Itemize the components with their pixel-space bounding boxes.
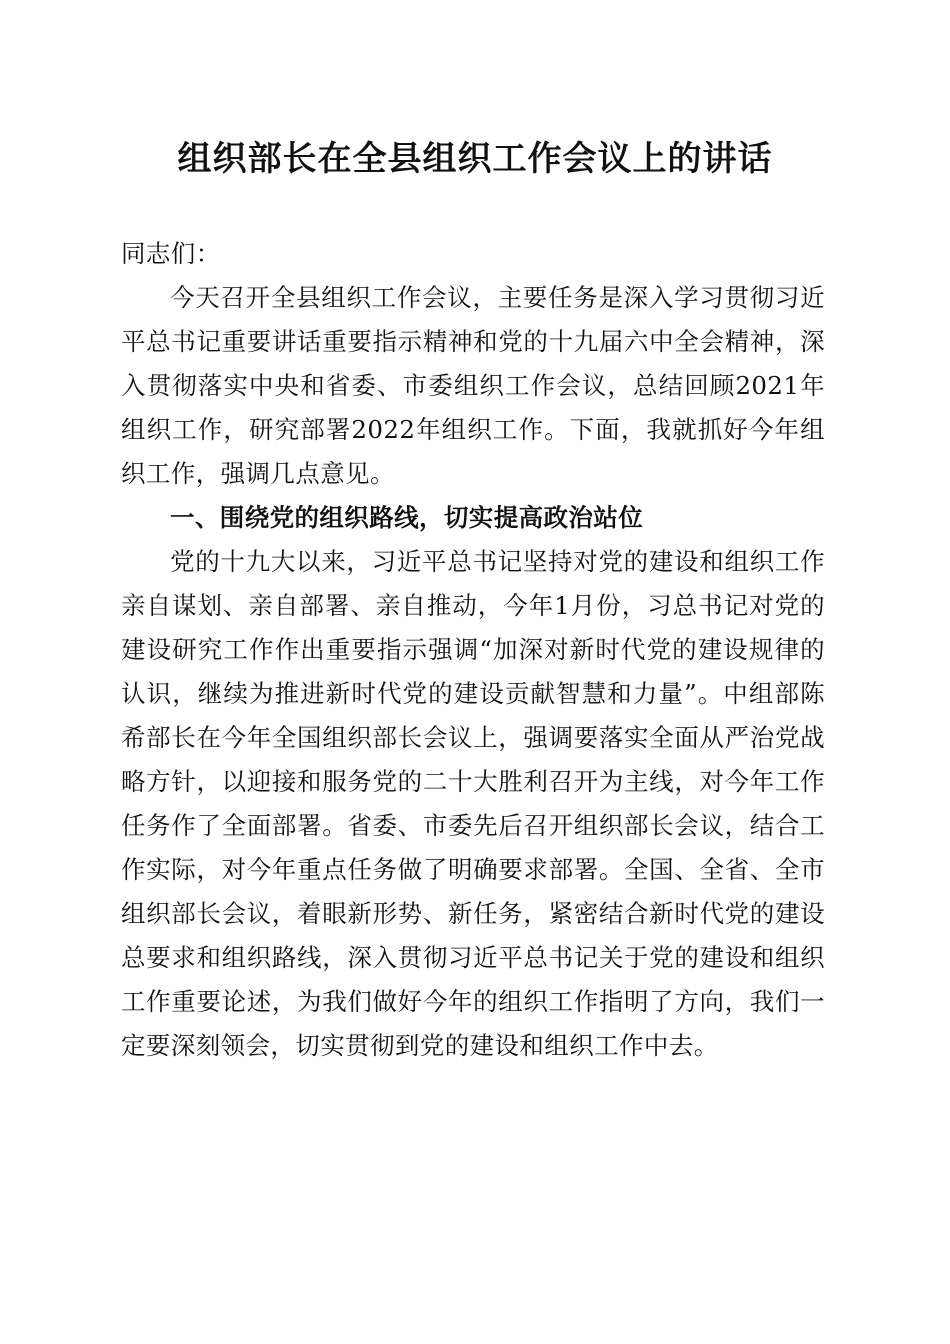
document-body: [121, 232, 825, 1068]
section-heading: 一、围绕党的组织路线，切实提高政治站位: [170, 503, 644, 532]
document-title: 组织部长在全县组织工作会议上的讲话: [177, 139, 773, 179]
salutation: 同志们：: [121, 239, 221, 268]
intro-paragraph: 今天召开全县组织工作会议，主要任务是深入学习贯彻习近平总书记重要讲话重要指示精神和党的十九届六中全会精神，深入贯彻落实中央和省委、市委组织工作会议，总结回顾2021年组织工作，研究部署2022年组织工作。下面，我就抓好今年组织工作，强调几点意见。: [121, 283, 825, 488]
section-paragraph: 党的十九大以来，习近平总书记坚持对党的建设和组织工作亲自谋划、亲自部署、亲自推动，今年1月份，习总书记对党的建设研究工作作出重要指示强调“加深对新时代党的建设规律的认识，继续为推进新时代党的建设贡献智慧和力量”。中组部陈希部长在今年全国组织部长会议上，强调要落实全面从严治党战略方针，以迎接和服务党的二十大胜利召开为主线，对今年工作任务作了全面部署。省委、市委先后召开组织部长会议，结合工作实际，对今年重点任务做了明确要求部署。全国、全省、全市组织部长会议，着眼新形势、新任务，紧密结合新时代党的建设总要求和组织路线，深入贯彻习近平总书记关于党的建设和组织工作重要论述，为我们做好今年的组织工作指明了方向，我们一定要深刻领会，切实贯彻到党的建设和组织工作中去。: [121, 547, 825, 1060]
